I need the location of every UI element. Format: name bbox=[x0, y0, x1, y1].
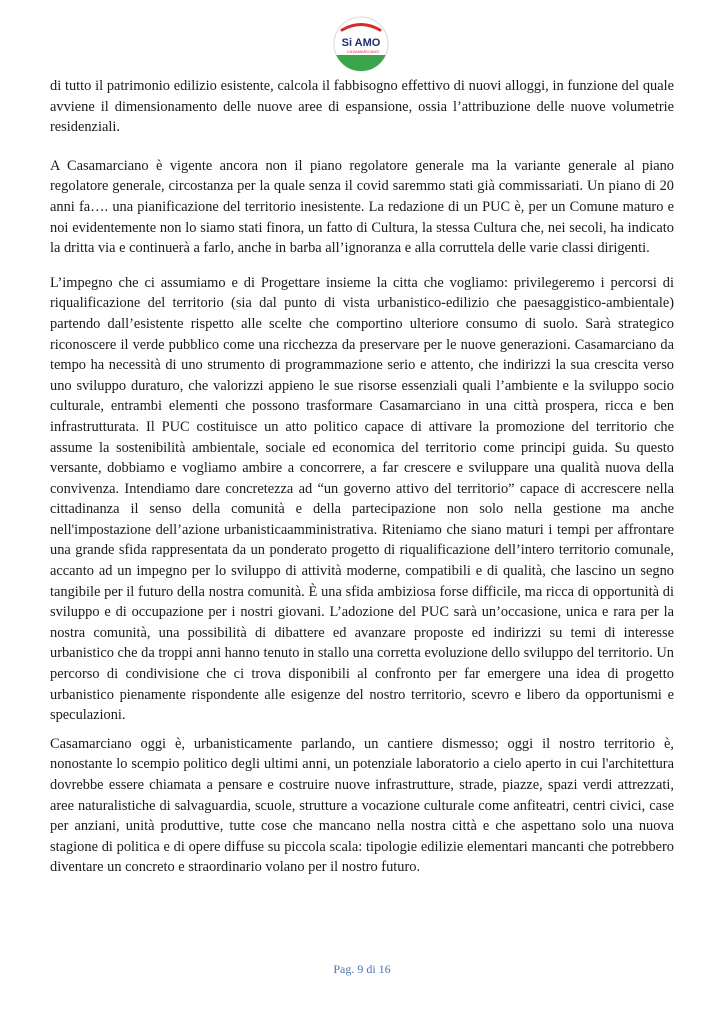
svg-text:Si AMO: Si AMO bbox=[341, 37, 381, 49]
party-logo-graphic bbox=[333, 16, 389, 72]
paragraph-2: A Casamarciano è vigente ancora non il piano regolatore generale ma la variante generale al piano regolatore generale, circostanza per la quale senza il covid saremmo stati già commissariati. Un piano di 20 anni fa…. una pianificazione del territorio inesistente. La redazione di un PUC è, per un Comune maturo e noi evidentemente non lo siamo stati finora, un fatto di Cultura, la stessa Cultura che, nei secoli, ha indicato la dritta via e continuerà a farlo, anche in barba all’ignoranza e alla corruttela delle varie classi dirigenti. bbox=[50, 157, 674, 257]
page-body bbox=[50, 76, 674, 878]
page-number: Pag. 9 di 16 bbox=[333, 962, 391, 976]
party-logo bbox=[333, 16, 389, 72]
svg-text:CASAMARCIANO: CASAMARCIANO bbox=[346, 49, 380, 54]
paragraph-4: Casamarciano oggi è, urbanisticamente parlando, un cantiere dismesso; oggi il nostro territorio è, nonostante lo scempio politico degli ultimi anni, un potenziale laboratorio a cielo aperto in cui l'architettura dovrebbe essere chiamata a pensare e costruire nuove infrastrutture, strade, piazze, spazi verdi attrezzati, aree naturalistiche di salvaguardia, scuole, strutture a vocazione culturale come anfiteatri, centri civici, case per anziani, unità produttive, tutte cose che mancano nella nostra città e che aspettano solo una nuova stagione di politica e di opere diffuse su piccola scala: tipologie edilizie elementari mancanti che potrebbero diventare un concreto e straordinario volano per il nostro futuro. bbox=[50, 735, 674, 876]
paragraph-1: di tutto il patrimonio edilizio esistente, calcola il fabbisogno effettivo di nuovi alloggi, in funzione del quale avviene il dimensionamento delle nuove aree di espansione, ossia l’attribuzione delle nuove volumetrie residenziali. bbox=[50, 78, 674, 136]
paragraph-3: L’impegno che ci assumiamo e di Progettare insieme la citta che vogliamo: privilegeremo i percorsi di riqualificazione del territorio (sia dal punto di vista urbanistico-edilizio che paesaggistico-ambientale) partendo dall’esistente rispetto alle scelte che comportino ulteriore consumo di suolo. Sarà strategico riconoscere il verde pubblico come una ricchezza da preservare per le nuove generazioni. Casamarciano da tempo ha necessità di uno strumento di programmazione serio e attento, che indirizzi la sua crescita verso uno sviluppo duraturo, che valorizzi appieno le sue risorse essenziali quali l’ambiente e la sviluppo socio culturale, entrambi elementi che possono trasformare Casamarciano in una città prospera, ricca e ben infrastrutturata. Il PUC costituisce un atto politico capace di attivare la promozione del territorio che assume la sostenibilità ambientale, sociale ed economica del territorio come principi guida. Su questo versante, dobbiamo e vogliamo ambire a concorrere, a far crescere e sviluppare una qualità nuova della convivenza. Intendiamo dare concretezza ad “un governo attivo del territorio” capace di accrescere nella cittadinanza il senso della comunità e della partecipazione non solo nella gestione ma anche nell'impostazione dell’azione urbanisticaamministrativa. Riteniamo che siano maturi i tempi per affrontare una grande sfida rappresentata da un ponderato progetto di riqualificazione dell’intero territorio comunale, accanto ad un impegno per lo sviluppo di attività moderne, compatibili e di qualità, che lascino un segno tangibile per il futuro della nostra comunità. È una sfida ambiziosa forse difficile, ma ricca di opportunità di sviluppo e di occupazione per i nostri giovani. L’adozione del PUC sarà un’occasione, unica e rara per la nostra comunità, una possibilità di dibattere ed avanzare proposte ed indirizzi su temi di interesse urbanistico che da troppi anni hanno tenuto in stallo una corretta evoluzione dello sviluppo del territorio. Un percorso di condivisione che ci trova disponibili al confronto per far emergere una idea di progetto urbanistico pienamente rispondente alle esigenze del nostro territorio, scevro e libero da opportunismi e speculazioni. bbox=[50, 274, 674, 724]
